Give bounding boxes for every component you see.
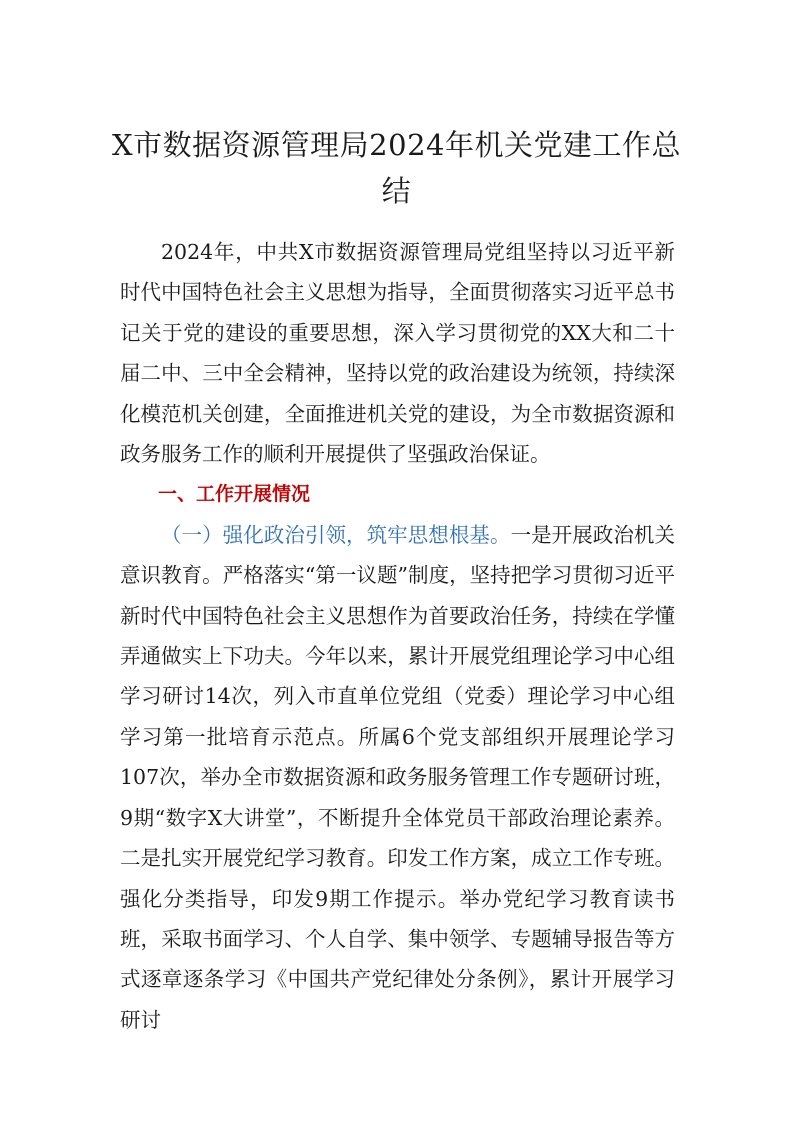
document-title: X市数据资源管理局2024年机关党建工作总结 (112, 128, 681, 208)
section-1-heading: 一、工作开展情况 (158, 483, 311, 506)
subsection-1-heading: （一）强化政治引领，筑牢思想根基。 (161, 522, 511, 547)
document-body (120, 232, 675, 1040)
subsection-1-paragraph (120, 515, 675, 1040)
intro-paragraph: 2024年，中共X市数据资源管理局党组坚持以习近平新时代中国特色社会主义思想为指导，全面贯彻落实习近平总书记关于党的建设的重要思想，深入学习贯彻党的XX大和二十届二中、三中全会精神，坚持以党的政治建设为统领，持续深化模范机关创建，全面推进机关党的建设，为全市数据资源和政务服务工作的顺利开展提供了坚强政治保证。 (120, 240, 675, 467)
subsection-1-body: 一是开展政治机关意识教育。严格落实“第一议题”制度，坚持把学习贯彻习近平新时代中国特色社会主义思想作为首要政治任务，持续在学懂弄通做实上下功夫。今年以来，累计开展党组理论学习中心组学习研讨14次，列入市直单位党组（党委）理论学习中心组学习第一批培育示范点。所属6个党支部组织开展理论学习107次，举办全市数据资源和政务服务管理工作专题研讨班，9期“数字X大讲堂”，不断提升全体党员干部政治理论素养。二是扎实开展党纪学习教育。印发工作方案，成立工作专班。强化分类指导，印发9期工作提示。举办党纪学习教育读书班，采取书面学习、个人自学、集中领学、专题辅导报告等方式逐章逐条学习《中国共产党纪律处分条例》，累计开展学习研讨 (120, 522, 675, 1032)
